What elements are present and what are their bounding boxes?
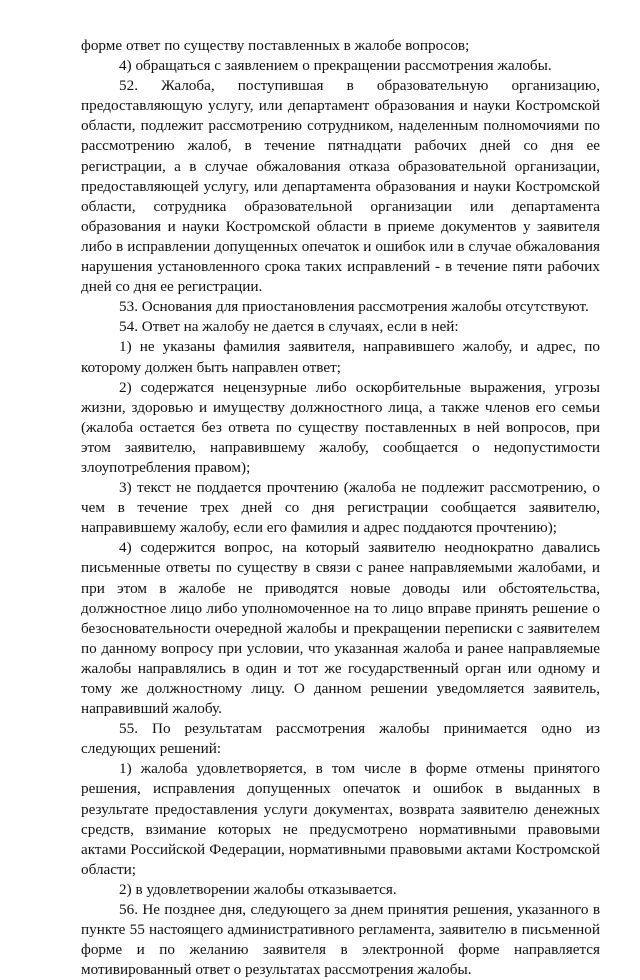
- paragraph-54: 54. Ответ на жалобу не дается в случаях, если в ней:: [119, 318, 459, 336]
- paragraph-55-item-2: 2) в удовлетворении жалобы отказывается.: [119, 880, 397, 898]
- paragraph-53: 53. Основания для приостановления рассмотрения жалобы отсутствуют.: [119, 298, 589, 316]
- paragraph-continuation: форме ответ по существу поставленных в жалобе вопросов;: [81, 37, 470, 54]
- paragraph-55-item-1: 1) жалоба удовлетворяется, в том числе в форме отмены принятого решения, исправления допущенных опечаток и ошибок в выданных в результате предоставления услуги документах, возврата заявителю денежных средств, взимание которых не предусмотрено нормативными правовыми актами Российской Федерации, нормативными правовыми актами Костромской области;: [81, 760, 600, 878]
- paragraph-54-item-3: 3) текст не поддается прочтению (жалоба не подлежит рассмотрению, о чем в течение трех дней со дня регистрации сообщается заявителю, направившему жалобу, если его фамилия и адрес поддаются прочтению);: [81, 479, 600, 537]
- paragraph-item-4-terminate: 4) обращаться с заявлением о прекращении рассмотрения жалобы.: [119, 57, 552, 75]
- paragraph-54-item-1: 1) не указаны фамилия заявителя, направившего жалобу, и адрес, по которому должен быть направлен ответ;: [81, 338, 600, 376]
- paragraph-55: 55. По результатам рассмотрения жалобы принимается одно из следующих решений:: [81, 720, 600, 758]
- paragraph-56: 56. Не позднее дня, следующего за днем принятия решения, указанного в пункте 55 настоящего административного регламента, заявителю в письменной форме и по желанию заявителя в электронной форме направляется мотивированный ответ о результатах рассмотрения жалобы.: [81, 901, 600, 979]
- document-page: [81, 36, 600, 980]
- paragraph-52: 52. Жалоба, поступившая в образовательную организацию, предоставляющую услугу, или департамент образования и науки Костромской области, подлежит рассмотрению сотрудником, наделенным полномочиями по рассмотрению жалоб, в течение пятнадцати рабочих дней со дня ее регистрации, а в случае обжалования отказа образовательной организации, предоставляющей услугу, или департамента образования и науки Костромской области, сотрудника образовательной организации или департамента образования и науки Костромской области в приеме документов у заявителя либо в исправлении допущенных опечаток и ошибок или в случае обжалования нарушения установленного срока таких исправлений - в течение пяти рабочих дней со дня ее регистрации.: [81, 77, 600, 296]
- paragraph-54-item-4: 4) содержится вопрос, на который заявителю неоднократно давались письменные ответы по существу в связи с ранее направляемыми жалобами, и при этом в жалобе не приводятся новые доводы или обстоятельства, должностное лицо либо уполномоченное на то лицо вправе принять решение о безосновательности очередной жалобы и прекращении переписки с заявителем по данному вопросу при условии, что указанная жалоба и ранее направляемые жалобы направлялись в один и тот же государственный орган или одному и тому же должностному лицу. О данном решении уведомляется заявитель, направивший жалобу.: [81, 539, 600, 718]
- paragraph-54-item-2: 2) содержатся нецензурные либо оскорбительные выражения, угрозы жизни, здоровью и имуществу должностного лица, а также членов его семьи (жалоба остается без ответа по существу поставленных в ней вопросов, при этом заявителю, направившему жалобу, сообщается о недопустимости злоупотребления правом);: [81, 378, 600, 476]
